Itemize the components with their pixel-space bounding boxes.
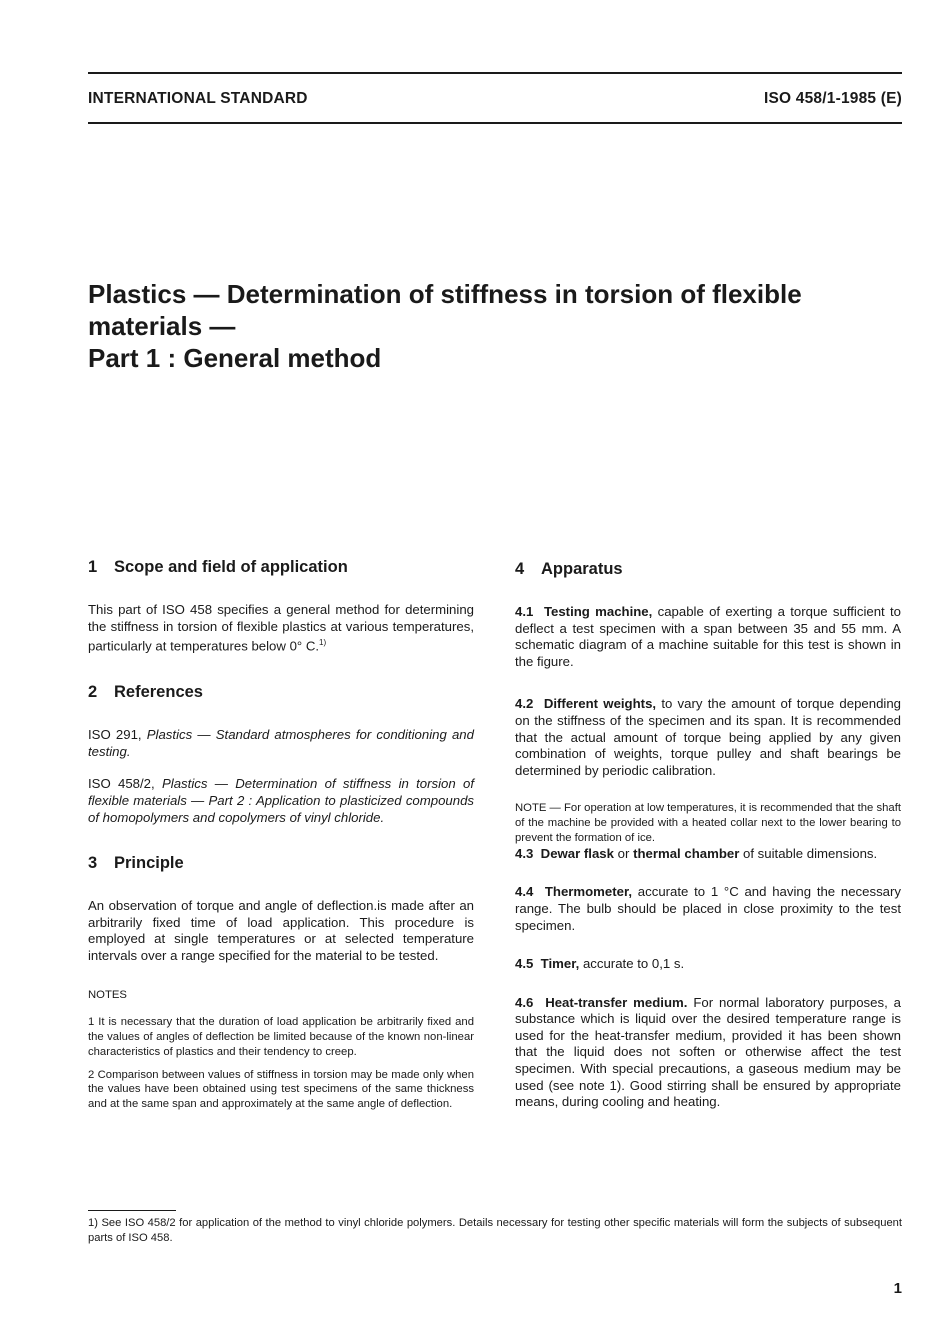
header-left: INTERNATIONAL STANDARD [88, 90, 308, 107]
clause-4-1: 4.1 Testing machine, capable of exerting a torque sufficient to deflect a test specimen with a span between 35 and 55 mm. A schematic diagram of a machine suitable for this test is shown in the figure. [515, 604, 901, 669]
section-4 [515, 558, 901, 1111]
section-2 [88, 681, 474, 826]
note-2: 2 Comparison between values of stiffness in torsion may be made only when the values have been obtained using test specimens of the same thickness and at the same span and approximately at the same angle of deflection. [88, 1068, 474, 1111]
left-column [88, 556, 474, 1112]
note-1: 1 It is necessary that the duration of load application be arbitrarily fixed and the values of angles of deflection be limited because of the known non-linear characteristics of plastics and their tendency to creep. [88, 1016, 474, 1058]
title-line-3: Part 1 : General method [88, 343, 382, 373]
title-line-2: materials — [88, 311, 236, 341]
right-column [515, 556, 901, 1111]
header-right: ISO 458/1-1985 (E) [763, 90, 902, 107]
section-2-heading: 2 References [88, 683, 203, 702]
footnote-ref: 1) [319, 638, 327, 648]
page-number: 1 [893, 1280, 902, 1297]
section-3 [88, 852, 474, 1112]
reference-iso-291: ISO 291, Plastics — Standard atmospheres for conditioning and testing. [88, 727, 474, 759]
header-bottom-rule [88, 122, 902, 124]
clause-4-4: 4.4 Thermometer, accurate to 1 °C and having the necessary range. The bulb should be placed in close proximity to the test specimen. [515, 884, 901, 933]
section-3-heading: 3 Principle [88, 854, 184, 873]
document-title [88, 278, 918, 374]
reference-iso-458-2: ISO 458/2, Plastics — Determination of stiffness in torsion of flexible materials — Part 2 : Application to plasticized compounds of homopolymers and copolymers of vinyl chloride. [88, 776, 475, 825]
section-1-body: This part of ISO 458 specifies a general method for determining the stiffness in torsion of flexible plastics at various temperatures, particularly at temperatures below 0° C.$^{1)}$ [88, 602, 474, 654]
title-line-1: Plastics — Determination of stiffness in torsion of flexible [88, 279, 802, 309]
clause-4-5: 4.5 Timer, accurate to 0,1 s. [515, 956, 685, 972]
clause-4-2-note: NOTE — For operation at low temperatures, it is recommended that the shaft of the machine be provided with a heated collar next to the lower bearing to prevent the formation of ice. [515, 802, 901, 844]
notes-heading: NOTES [88, 988, 127, 1001]
footnote: 1) See ISO 458/2 for application of the method to vinyl chloride polymers. Details necessary for testing other specific materials will form the subjects of subsequent parts of ISO 458. [88, 1217, 902, 1244]
footnote-rule [88, 1210, 176, 1211]
section-1 [88, 556, 474, 655]
section-3-body: An observation of torque and angle of deflection.is made after an arbitrarily fixed time of load application. This procedure is employed at single temperatures or at selected temperature intervals over a range specified for the material to be tested. [88, 898, 474, 963]
header-top-rule [88, 72, 902, 74]
clause-4-6: 4.6 Heat-transfer medium. For normal laboratory purposes, a substance which is liquid over the desired temperature range is used for the heat-transfer medium, provided it has been shown that the liquid does not soften or otherwise affect the test specimen. With special precautions, a gaseous medium may be used (see note 1). Good stirring shall be ensured by appropriate means, during cooling and heating. [515, 994, 901, 1110]
section-1-heading: 1 Scope and field of application [88, 558, 348, 576]
section-4-heading: 4 Apparatus [515, 560, 623, 578]
clause-4-3: 4.3 Dewar flask or thermal chamber of suitable dimensions. [515, 845, 878, 861]
clause-4-2: 4.2 Different weights, to vary the amount of torque depending on the stiffness of the specimen and its span. It is recommended that the actual amount of torque being applied by any given combination of weights, torque pulley and shaft bearings be determined by periodic calibration. [515, 696, 901, 778]
